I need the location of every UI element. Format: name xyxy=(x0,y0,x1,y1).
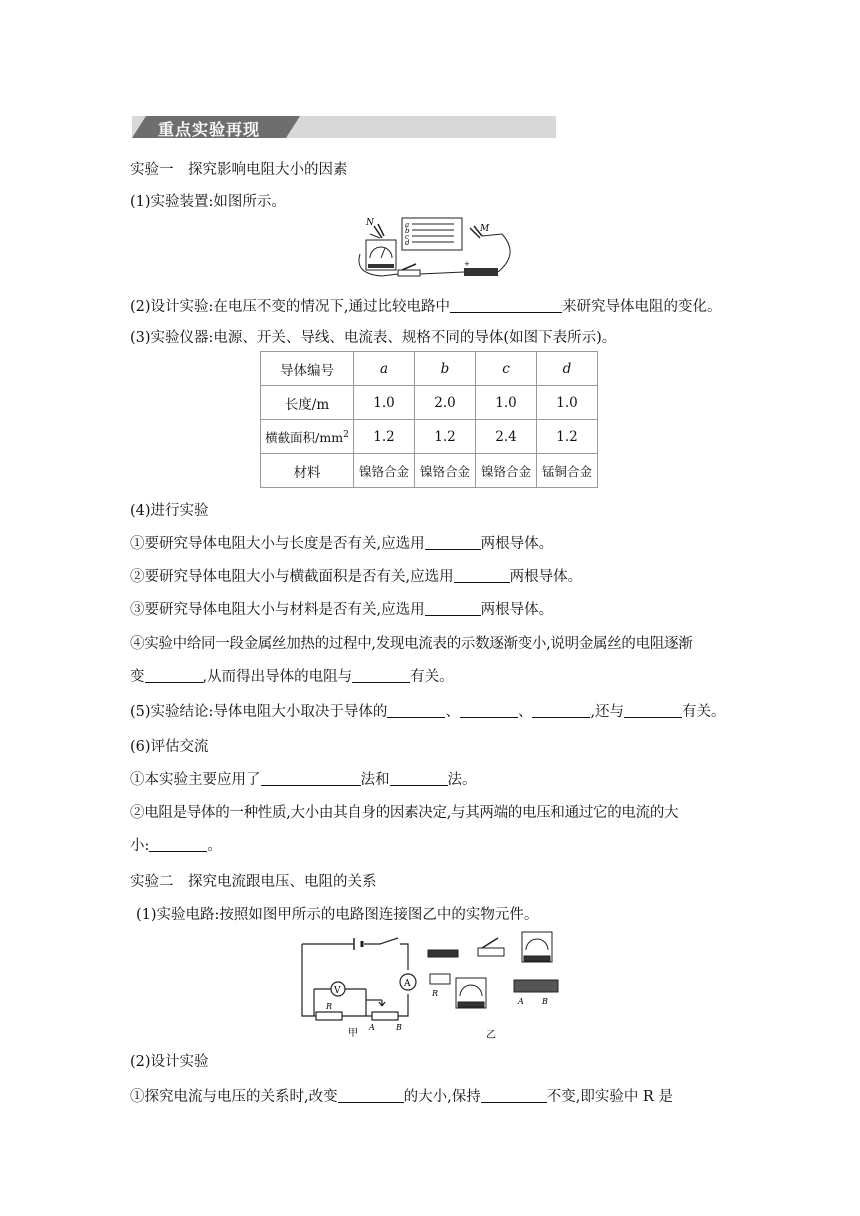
answer-blank[interactable] xyxy=(261,771,361,786)
answer-blank[interactable] xyxy=(145,668,203,683)
switch-lever xyxy=(402,264,416,270)
q2-pre: ②要研究导体电阻大小与横截面积是否有关,应选用 xyxy=(130,569,454,585)
exp1-step6: (6)评估交流 xyxy=(130,739,209,755)
exp1-e2-line1: ②电阻是导体的一种性质,大小由其自身的因素决定,与其两端的电压和通过它的电流的大 xyxy=(130,805,679,821)
table-header-cell: c xyxy=(476,352,537,386)
label-A: A xyxy=(369,1023,375,1032)
answer-blank[interactable] xyxy=(352,668,410,683)
s5-mid: ,还与 xyxy=(590,704,625,720)
label-yi: 乙 xyxy=(486,1030,496,1041)
label-M: M xyxy=(480,224,490,234)
table-cell: 1.0 xyxy=(354,386,415,420)
q3-pre: ③要研究导体电阻大小与材料是否有关,应选用 xyxy=(130,602,425,618)
answer-blank[interactable] xyxy=(532,703,590,718)
switch xyxy=(398,270,420,276)
label-A-component: A xyxy=(518,997,524,1006)
e1-pre: ①本实验主要应用了 xyxy=(130,772,261,788)
table-cell: 镍铬合金 xyxy=(415,454,476,488)
answer-blank[interactable] xyxy=(149,837,207,852)
exp2-step1: (1)实验电路:按照如图甲所示的电路图连接图乙中的实物元件。 xyxy=(136,907,539,923)
exp1-title: 实验一 探究影响电阻大小的因素 xyxy=(130,162,348,178)
label-R-component: R xyxy=(432,989,439,998)
e1-mid: 法和 xyxy=(360,772,390,788)
table-header-cell: a xyxy=(354,352,415,386)
component-set xyxy=(428,932,558,1008)
table-cell: 长度/m xyxy=(261,386,354,420)
table-cell: 镍铬合金 xyxy=(476,454,537,488)
answer-blank[interactable] xyxy=(425,535,481,550)
answer-blank[interactable] xyxy=(454,568,510,583)
resistor-component xyxy=(430,974,450,984)
answer-blank[interactable] xyxy=(338,1088,404,1103)
label-jia: 甲 xyxy=(348,1028,358,1039)
table-row xyxy=(261,386,598,420)
answer-blank[interactable] xyxy=(425,601,481,616)
table-cell xyxy=(261,420,354,454)
s5-pre: (5)实验结论:导体电阻大小取决于导体的 xyxy=(130,704,388,720)
table-header-cell: 导体编号 xyxy=(261,352,354,386)
table-cell: 1.2 xyxy=(415,420,476,454)
label-B-component: B xyxy=(542,997,548,1006)
table-row xyxy=(261,454,598,488)
rheostat-component xyxy=(514,980,558,992)
table-cell: 1.2 xyxy=(537,420,598,454)
answer-blank[interactable] xyxy=(481,1088,547,1103)
answer-blank[interactable] xyxy=(624,703,682,718)
exp1-q4-line1: ④实验中给同一段金属丝加热的过程中,发现电流表的示数逐渐变小,说明金属丝的电阻逐渐 xyxy=(130,636,693,652)
exp2-q1 xyxy=(130,1085,673,1106)
s5-post: 有关。 xyxy=(682,704,726,720)
switch-component xyxy=(478,948,504,956)
answer-blank[interactable] xyxy=(450,298,562,313)
label-b: b xyxy=(405,227,410,235)
conductor-table xyxy=(260,351,598,488)
exp2-q1-mid: 的大小,保持 xyxy=(403,1089,481,1105)
section-banner xyxy=(132,116,556,138)
exp1-q1 xyxy=(130,532,553,553)
q2-post: 两根导体。 xyxy=(509,569,583,585)
e2-pre: 小: xyxy=(130,838,150,854)
s5-sep: 、 xyxy=(445,704,460,720)
table-cell: 1.0 xyxy=(476,386,537,420)
conductor-board xyxy=(402,218,462,250)
label-A-meter: A xyxy=(404,979,411,989)
banner-title: 重点实验再现 xyxy=(158,120,261,139)
q4-mid: ,从而得出导体的电阻与 xyxy=(202,669,353,685)
exp1-step2 xyxy=(130,295,722,316)
q3-post: 两根导体。 xyxy=(480,602,554,618)
exp1-step4: (4)进行实验 xyxy=(130,503,209,519)
exp2-q1-pre: ①探究电流与电压的关系时,改变 xyxy=(130,1089,338,1105)
ammeter-base xyxy=(368,264,394,268)
label-a: a xyxy=(405,221,410,229)
answer-blank[interactable] xyxy=(460,703,518,718)
schematic-diagram xyxy=(302,938,416,1020)
table-cell: 2.4 xyxy=(476,420,537,454)
label-c: c xyxy=(405,233,409,241)
table-header-cell: d xyxy=(537,352,598,386)
table-cell: 镍铬合金 xyxy=(354,454,415,488)
exp2-q1-post: 不变,即实验中 R 是 xyxy=(546,1089,673,1105)
exp1-step1: (1)实验装置:如图所示。 xyxy=(130,194,286,210)
apparatus-figure xyxy=(352,214,522,280)
table-header-row xyxy=(261,352,598,386)
area-unit-sup: 2 xyxy=(343,429,349,440)
e2-post: 。 xyxy=(207,838,222,854)
battery xyxy=(464,268,498,276)
table-cell: 材料 xyxy=(261,454,354,488)
e1-post: 法。 xyxy=(447,772,477,788)
table-cell: 锰铜合金 xyxy=(537,454,598,488)
exp1-e1 xyxy=(130,768,477,789)
q4-pre: 变 xyxy=(130,669,145,685)
exp2-title: 实验二 探究电流跟电压、电阻的关系 xyxy=(130,874,377,890)
exp1-step3: (3)实验仪器:电源、开关、导线、电流表、规格不同的导体(如图下表所示)。 xyxy=(130,330,617,346)
label-d: d xyxy=(405,239,410,247)
area-label: 横截面积/mm xyxy=(265,429,344,445)
table-cell: 1.2 xyxy=(354,420,415,454)
answer-blank[interactable] xyxy=(387,703,445,718)
q1-post: 两根导体。 xyxy=(480,536,554,552)
exp2-step2: (2)设计实验 xyxy=(130,1054,209,1070)
table-cell: 2.0 xyxy=(415,386,476,420)
q4-post: 有关。 xyxy=(410,669,454,685)
battery-plus: + xyxy=(464,260,470,268)
q1-pre: ①要研究导体电阻大小与长度是否有关,应选用 xyxy=(130,536,425,552)
label-R: R xyxy=(326,1002,333,1011)
exp1-q4-line2 xyxy=(130,665,454,686)
exp1-step5 xyxy=(130,700,726,721)
exp1-e2-line2 xyxy=(130,834,222,855)
label-B: B xyxy=(396,1023,402,1032)
exp1-q3 xyxy=(130,598,553,619)
table-cell: 1.0 xyxy=(537,386,598,420)
exp1-step2-pre: (2)设计实验:在电压不变的情况下,通过比较电路中 xyxy=(130,299,451,315)
circuit-figure xyxy=(296,930,576,1042)
s5-sep: 、 xyxy=(517,704,533,720)
exp1-step2-post: 来研究导体电阻的变化。 xyxy=(562,299,722,315)
table-row xyxy=(261,420,598,454)
answer-blank[interactable] xyxy=(390,771,448,786)
table-header-cell: b xyxy=(415,352,476,386)
label-V: V xyxy=(334,986,341,996)
exp1-q2 xyxy=(130,565,582,586)
label-N: N xyxy=(366,218,374,228)
battery-component xyxy=(428,950,458,957)
